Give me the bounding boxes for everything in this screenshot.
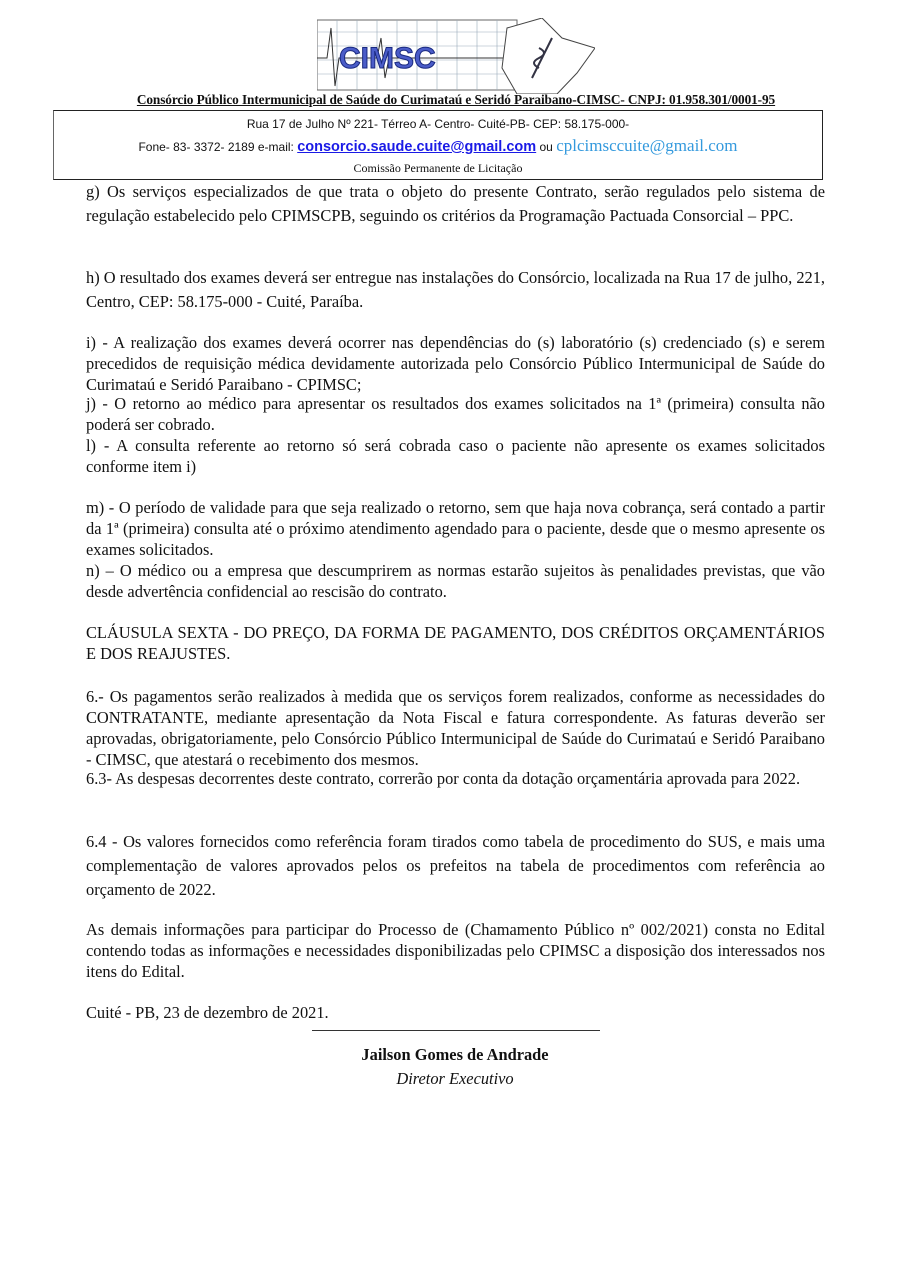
or-text: ou <box>536 140 557 154</box>
paragraph-m: m) - O período de validade para que seja realizado o retorno, sem que haja nova cobrança, será contado a partir da 1ª (primeira) consulta até o próximo atendimento agendado para o paciente, desde que o mesmo apresente os exames solicitados. <box>86 498 825 559</box>
clause-heading: CLÁUSULA SEXTA - DO PREÇO, DA FORMA DE PAGAMENTO, DOS CRÉDITOS ORÇAMENTÁRIOS E DOS REAJUSTES. <box>86 623 825 663</box>
contact-line <box>54 136 822 156</box>
paragraph-i: i) - A realização dos exames deverá ocorrer nas dependências do (s) laboratório (s) credenciado (s) e serem precedidos de requisição médica devidamente autorizada pelo Consórcio Público Intermunicipal de Saúde do Curimataú e Seridó Paraibano - CPIMSC; <box>86 333 825 394</box>
paragraph-h: h) O resultado dos exames deverá ser entregue nas instalações do Consórcio, localizada na Rua 17 de julho, 221, Centro, CEP: 58.175-000 - Cuité, Paraíba. <box>86 268 825 311</box>
phone-label: Fone- 83- 3372- 2189 e-mail: <box>138 140 298 154</box>
signatory-name: Jailson Gomes de Andrade <box>361 1045 549 1064</box>
svg-text:CIMSC: CIMSC <box>339 42 436 75</box>
email-link-primary[interactable]: consorcio.saude.cuite@gmail.com <box>297 139 537 155</box>
paragraph-6-4: 6.4 - Os valores fornecidos como referência foram tirados como tabela de procedimento do SUS, e mais uma complementação de valores aprovados pelos os prefeitos na tabela de procedimentos com referência ao orçamento de 2022. <box>86 832 825 899</box>
header-contact-box <box>53 110 823 180</box>
signatory-role: Diretor Executivo <box>396 1069 514 1088</box>
commission-label: Comissão Permanente de Licitação <box>353 161 523 175</box>
paragraph-demais: As demais informações para participar do Processo de (Chamamento Público nº 002/2021) consta no Edital contendo todas as informações e necessidades disponibilizadas pelo CPIMSC a disposição dos interessados nos itens do Edital. <box>86 920 825 981</box>
signature-line <box>312 1030 600 1031</box>
paragraph-n: n) – O médico ou a empresa que descumprirem as normas estarão sujeitos às penalidades previstas, que vão desde advertência confidencial ao rescisão do contrato. <box>86 561 825 601</box>
paragraph-g: g) Os serviços especializados de que trata o objeto do presente Contrato, serão regulados pelo sistema de regulação estabelecido pelo CPIMSCPB, seguindo os critérios da Programação Pactuada Consorcial – PPC. <box>86 182 825 225</box>
paragraph-l: l) - A consulta referente ao retorno só será cobrada caso o paciente não apresente os exames solicitados conforme item i) <box>86 436 825 476</box>
paragraph-6: 6.- Os pagamentos serão realizados à medida que os serviços forem realizados, conforme as necessidades do CONTRATANTE, mediante apresentação da Nota Fiscal e fatura correspondente. As faturas deverão ser aprovadas, obrigatoriamente, pelo Consórcio Público Intermunicipal de Saúde do Curimataú e Seridó Paraibano - CIMSC, que atestará o recebimento dos mesmos. <box>86 687 825 769</box>
cimsc-logo <box>317 18 595 94</box>
date-line: Cuité - PB, 23 de dezembro de 2021. <box>86 1003 329 1022</box>
email-link-secondary[interactable]: cplcimsccuite@gmail.com <box>556 136 738 155</box>
paragraph-6-3: 6.3- As despesas decorrentes deste contrato, correrão por conta da dotação orçamentária aprovada para 2022. <box>86 769 801 788</box>
paragraph-j: j) - O retorno ao médico para apresentar os resultados dos exames solicitados na 1ª (primeira) consulta não poderá ser cobrado. <box>86 394 825 434</box>
address: Rua 17 de Julho Nº 221- Térreo A- Centro- Cuité-PB- CEP: 58.175-000- <box>246 117 630 131</box>
organization-title: Consórcio Público Intermunicipal de Saúde do Curimataú e Seridó Paraibano-CIMSC- CNPJ: 01.958.301/0001-95 <box>136 92 776 107</box>
